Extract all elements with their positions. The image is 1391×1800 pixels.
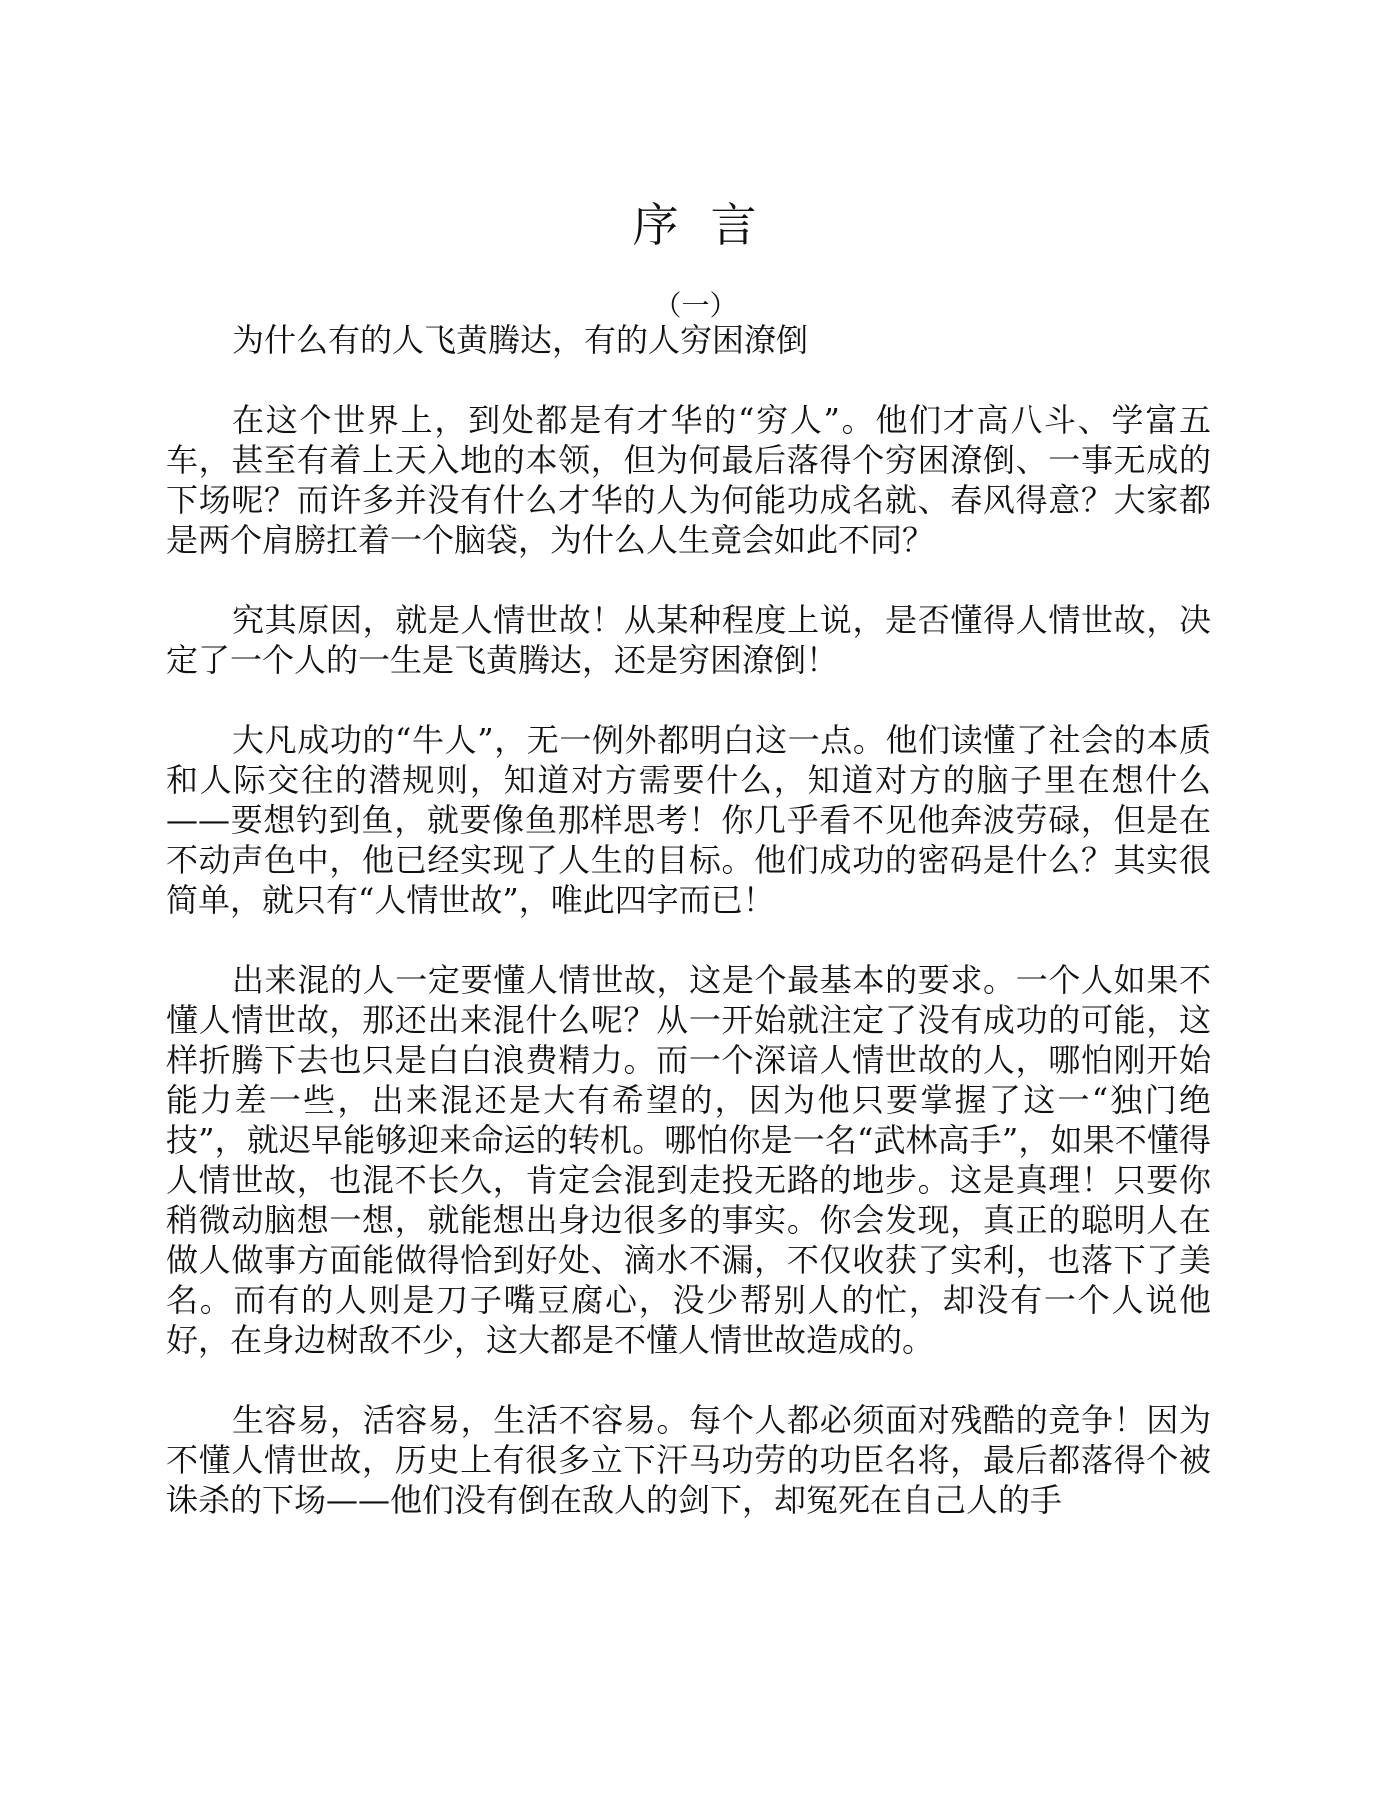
section-number: （一） (653, 289, 738, 322)
paragraph: 生容易，活容易，生活不容易。每个人都必须面对残酷的竞争！因为不懂人情世故，历史上有很多立下汗马功劳的功臣名将，最后都落得个被诛杀的下场——他们没有倒在敌人的剑下，却冤死在自己人的手 (166, 1401, 1211, 1519)
section-subtitle: 为什么有的人飞黄腾达，有的人穷困潦倒 (232, 321, 809, 359)
paragraph: 究其原因，就是人情世故！从某种程度上说，是否懂得人情世故，决定了一个人的一生是飞黄腾达，还是穷困潦倒！ (166, 601, 1211, 679)
paragraph: 出来混的人一定要懂人情世故，这是个最基本的要求。一个人如果不懂人情世故，那还出来混什么呢？从一开始就注定了没有成功的可能，这样折腾下去也只是白白浪费精力。而一个深谙人情世故的人，哪怕刚开始能力差一些，出来混还是大有希望的，因为他只要掌握了这一“独门绝技”，就迟早能够迎来命运的转机。哪怕你是一名“武林高手”，如果不懂得人情世故，也混不长久，肯定会混到走投无路的地步。这是真理！只要你稍微动脑想一想，就能想出身边很多的事实。你会发现，真正的聪明人在做人做事方面能做得恰到好处、滴水不漏，不仅收获了实利，也落下了美名。而有的人则是刀子嘴豆腐心，没少帮别人的忙，却没有一个人说他好，在身边树敌不少，这大都是不懂人情世故造成的。 (166, 961, 1211, 1359)
body-text (166, 320, 1211, 1520)
page-title (0, 195, 1391, 255)
paragraph: 在这个世界上，到处都是有才华的“穷人”。他们才高八斗、学富五车，甚至有着上天入地的本领，但为何最后落得个穷困潦倒、一事无成的下场呢？而许多并没有什么才华的人为何能功成名就、春风得意？大家都是两个肩膀扛着一个脑袋，为什么人生竟会如此不同？ (166, 401, 1211, 559)
paragraph: 大凡成功的“牛人”，无一例外都明白这一点。他们读懂了社会的本质和人际交往的潜规则，知道对方需要什么，知道对方的脑子里在想什么——要想钓到鱼，就要像鱼那样思考！你几乎看不见他奔波劳碌，但是在不动声色中，他已经实现了人生的目标。他们成功的密码是什么？其实很简单，就只有“人情世故”，唯此四字而已！ (166, 721, 1211, 919)
title-char-2: 言 (710, 198, 759, 252)
title-char-1: 序 (632, 198, 681, 252)
